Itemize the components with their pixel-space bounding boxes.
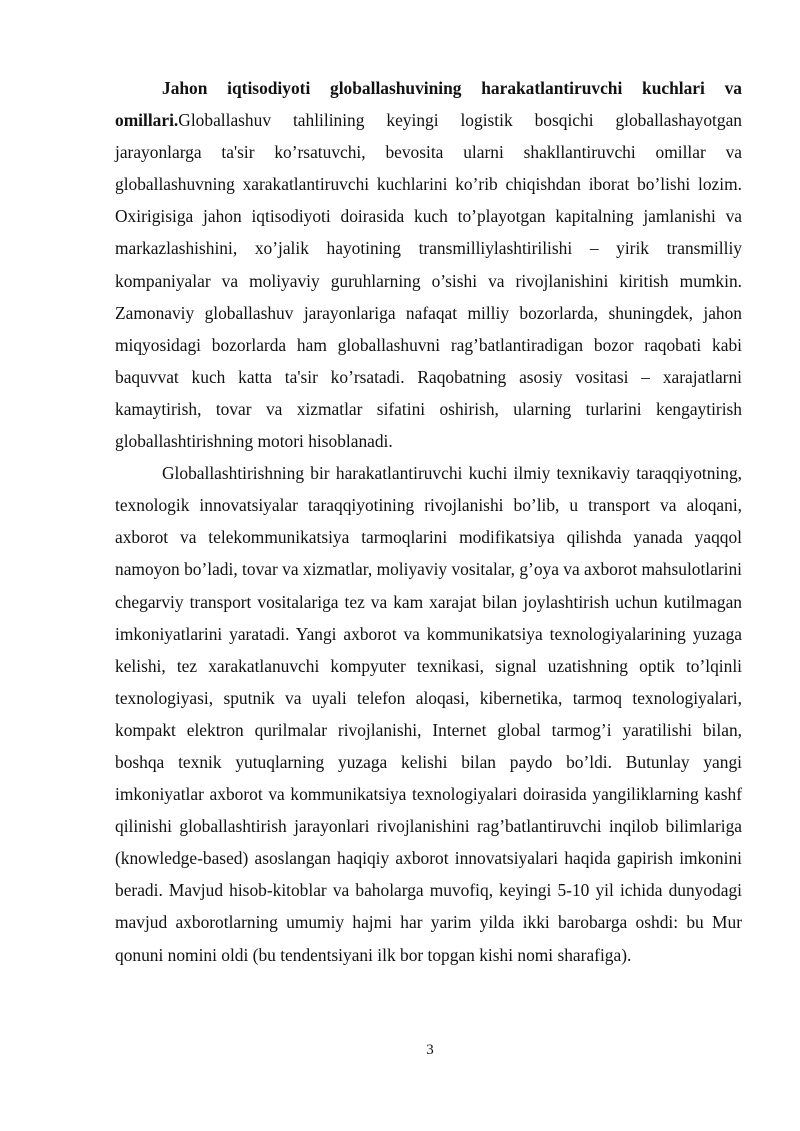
paragraph-2	[115, 457, 742, 971]
paragraph-2-text: Globallashtirishning bir harakatlantiruvchi kuchi ilmiy texnikaviy taraqqiyotning, texnologik innovatsiyalar taraqqiyotining rivojlanishi bo’lib, u transport va aloqani, axborot va telekommunikatsiya tarmoqlarini modifikatsiya qilishda yanada yaqqol namoyon bo’ladi, tovar va xizmatlar, moliyaviy vositalar, g’oya va axborot mahsulotlarini chegarviy transport vositalariga tez va kam xarajat bilan joylashtirish uchun kutilmagan imkoniyatlarini yaratadi. Yangi axborot va kommunikatsiya texnologiyalarining yuzaga kelishi, tez xarakatlanuvchi kompyuter texnikasi, signal uzatishning optik to’lqinli texnologiyasi, sputnik va uyali telefon aloqasi, kibernetika, tarmoq texnologiyalari, kompakt elektron qurilmalar rivojlanishi, Internet global tarmog’i yaratilishi bilan, boshqa texnik yutuqlarning yuzaga kelishi bilan paydo bo’ldi. Butunlay yangi imkoniyatlar axborot va kommunikatsiya texnologiyalari doirasida yangiliklarning kashf qilinishi globallashtirish jarayonlari rivojlanishini rag’batlantiruvchi inqilob bilimlariga (knowledge-based) asoslangan haqiqiy axborot innovatsiyalari haqida gapirish imkonini beradi. Mavjud hisob-kitoblar va baholarga muvofiq, keyingi 5-10 yil ichida dunyodagi mavjud axborotlarning umumiy hajmi har yarim yilda ikki barobarga oshdi: bu Mur qonuni nomini oldi (bu tendentsiyani ilk bor topgan kishi nomi sharafiga).	[115, 463, 742, 965]
document-body	[115, 72, 742, 971]
paragraph-1	[115, 72, 742, 457]
page-number: 3	[426, 1042, 434, 1058]
section-heading: Jahon iqtisodiyoti globallashuvining harakatlantiruvchi kuchlari va omillari.	[115, 78, 742, 131]
paragraph-1-text: Globallashuv tahlilining keyingi logistik bosqichi globallashayotgan jarayonlarga ta'sir ko’rsatuvchi, bevosita ularni shakllantiruvchi omillar va globallashuvning xarakatlantiruvchi kuchlarini ko’rib chiqishdan iborat bo’lishi lozim. Oxirigisiga jahon iqtisodiyoti doirasida kuch to’playotgan kapitalning jamlanishi va markazlashishini, xo’jalik hayotining transmilliylashtirilishi – yirik transmilliy kompaniyalar va moliyaviy guruhlarning o’sishi va rivojlanishini kiritish mumkin. Zamonaviy globallashuv jarayonlariga nafaqat milliy bozorlarda, shuningdek, jahon miqyosidagi bozorlarda ham globallashuvni rag’batlantiradigan bozor raqobati kabi baquvvat kuch katta ta'sir ko’rsatadi. Raqobatning asosiy vositasi – xarajatlarni kamaytirish, tovar va xizmatlar sifatini oshirish, ularning turlarini kengaytirish globallashtirishning motori hisoblanadi.	[115, 110, 742, 452]
